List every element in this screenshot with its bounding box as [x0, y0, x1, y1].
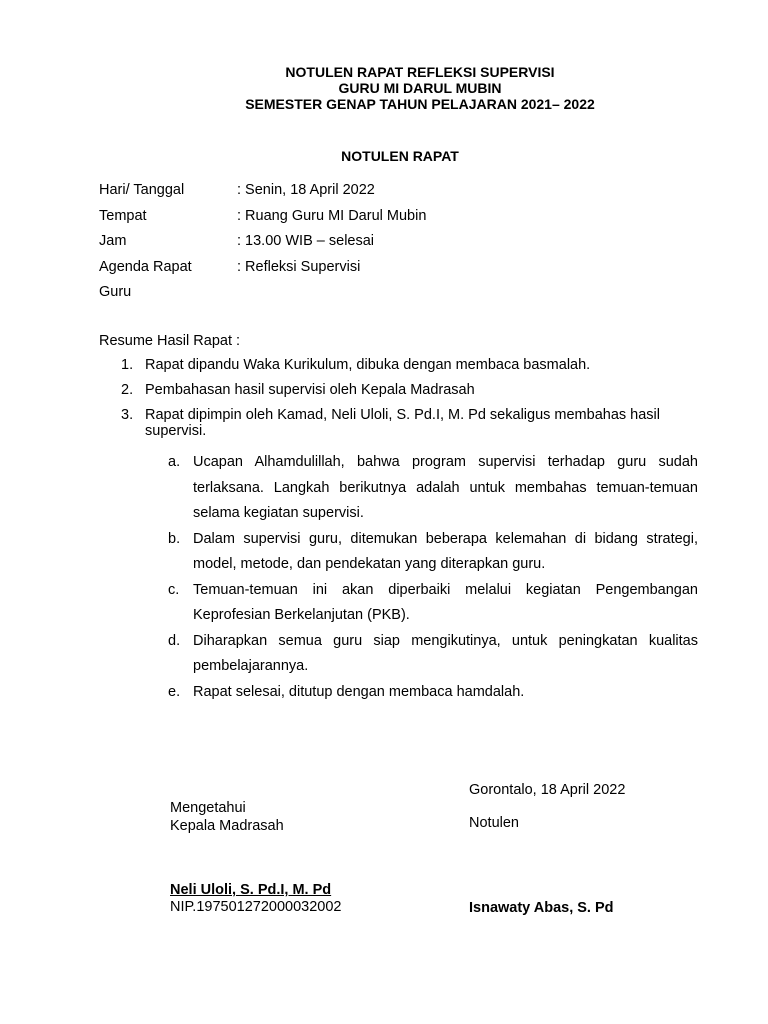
title-line-1: NOTULEN RAPAT REFLEKSI SUPERVISI — [285, 64, 555, 80]
sub-list-marker: e. — [168, 683, 181, 700]
resume-heading: Resume Hasil Rapat : — [99, 333, 241, 349]
list-item-text: Pembahasan hasil supervisi oleh Kepala Madrasah — [145, 382, 475, 398]
sub-list-item — [168, 680, 698, 706]
resume-sub-list — [168, 450, 698, 705]
list-item-text: Rapat dipimpin oleh Kamad, Neli Uloli, S. Pd.I, M. Pd sekaligus membahas hasil supervisi. — [145, 407, 660, 439]
title-line-2: GURU MI DARUL MUBIN — [338, 80, 502, 96]
info-value: : Ruang Guru MI Darul Mubin — [237, 207, 427, 224]
document-subtitle: NOTULEN RAPAT — [341, 148, 459, 164]
sub-list-item — [168, 450, 698, 527]
list-item — [99, 357, 709, 373]
sub-list-marker: d. — [168, 632, 181, 649]
info-label: Jam — [99, 233, 127, 249]
info-label: Tempat — [99, 207, 147, 224]
sub-list-item-text: Diharapkan semua guru siap mengikutinya, untuk peningkatan kualitas pembelajarannya. — [193, 632, 698, 674]
info-value: : Refleksi Supervisi — [237, 258, 361, 275]
list-item — [99, 382, 709, 398]
sub-list-item-text: Temuan-temuan ini akan diperbaiki melalui kegiatan Pengembangan Keprofesian Berkelanjutan (PKB). — [193, 581, 698, 623]
signature-left-nip: NIP.197501272000032002 — [170, 899, 342, 915]
sub-list-item-text: Ucapan Alhamdulillah, bahwa program supervisi terhadap guru sudah terlaksana. Langkah berikutnya adalah untuk membahas temuan-temuan selama kegiatan supervisi. — [193, 454, 698, 521]
sub-list-item-text: Rapat selesai, ditutup dengan membaca hamdalah. — [193, 683, 525, 700]
list-marker: 2. — [121, 382, 134, 398]
list-marker: 3. — [121, 407, 134, 423]
list-marker: 1. — [121, 357, 134, 373]
info-value: : Senin, 18 April 2022 — [237, 182, 375, 198]
list-item-text: Rapat dipandu Waka Kurikulum, dibuka dengan membaca basmalah. — [145, 357, 591, 373]
signature-left-line-1: Mengetahui — [170, 800, 246, 816]
document-title — [0, 64, 768, 112]
resume-numbered-list — [99, 357, 709, 448]
sub-list-marker: b. — [168, 530, 181, 547]
title-line-3: SEMESTER GENAP TAHUN PELAJARAN 2021– 2022 — [245, 96, 595, 112]
sub-list-item — [168, 629, 698, 680]
signature-right-name: Isnawaty Abas, S. Pd — [469, 900, 614, 916]
info-label: Agenda Rapat — [99, 258, 192, 275]
sub-list-item — [168, 527, 698, 578]
signature-place-date: Gorontalo, 18 April 2022 — [469, 782, 626, 798]
info-label: Guru — [99, 284, 132, 300]
info-value: : 13.00 WIB – selesai — [237, 233, 375, 249]
signature-right-role: Notulen — [469, 815, 519, 831]
sub-list-item-text: Dalam supervisi guru, ditemukan beberapa kelemahan di bidang strategi, model, metode, dan pendekatan yang diterapkan guru. — [193, 530, 698, 572]
sub-list-marker: c. — [168, 581, 180, 598]
sub-list-item — [168, 578, 698, 629]
signature-left-line-2: Kepala Madrasah — [170, 818, 284, 834]
signature-left-title — [170, 799, 284, 835]
list-item — [99, 407, 709, 439]
info-label: Hari/ Tanggal — [99, 182, 185, 198]
signature-left-name: Neli Uloli, S. Pd.I, M. Pd — [170, 882, 332, 898]
sub-list-marker: a. — [168, 454, 181, 470]
